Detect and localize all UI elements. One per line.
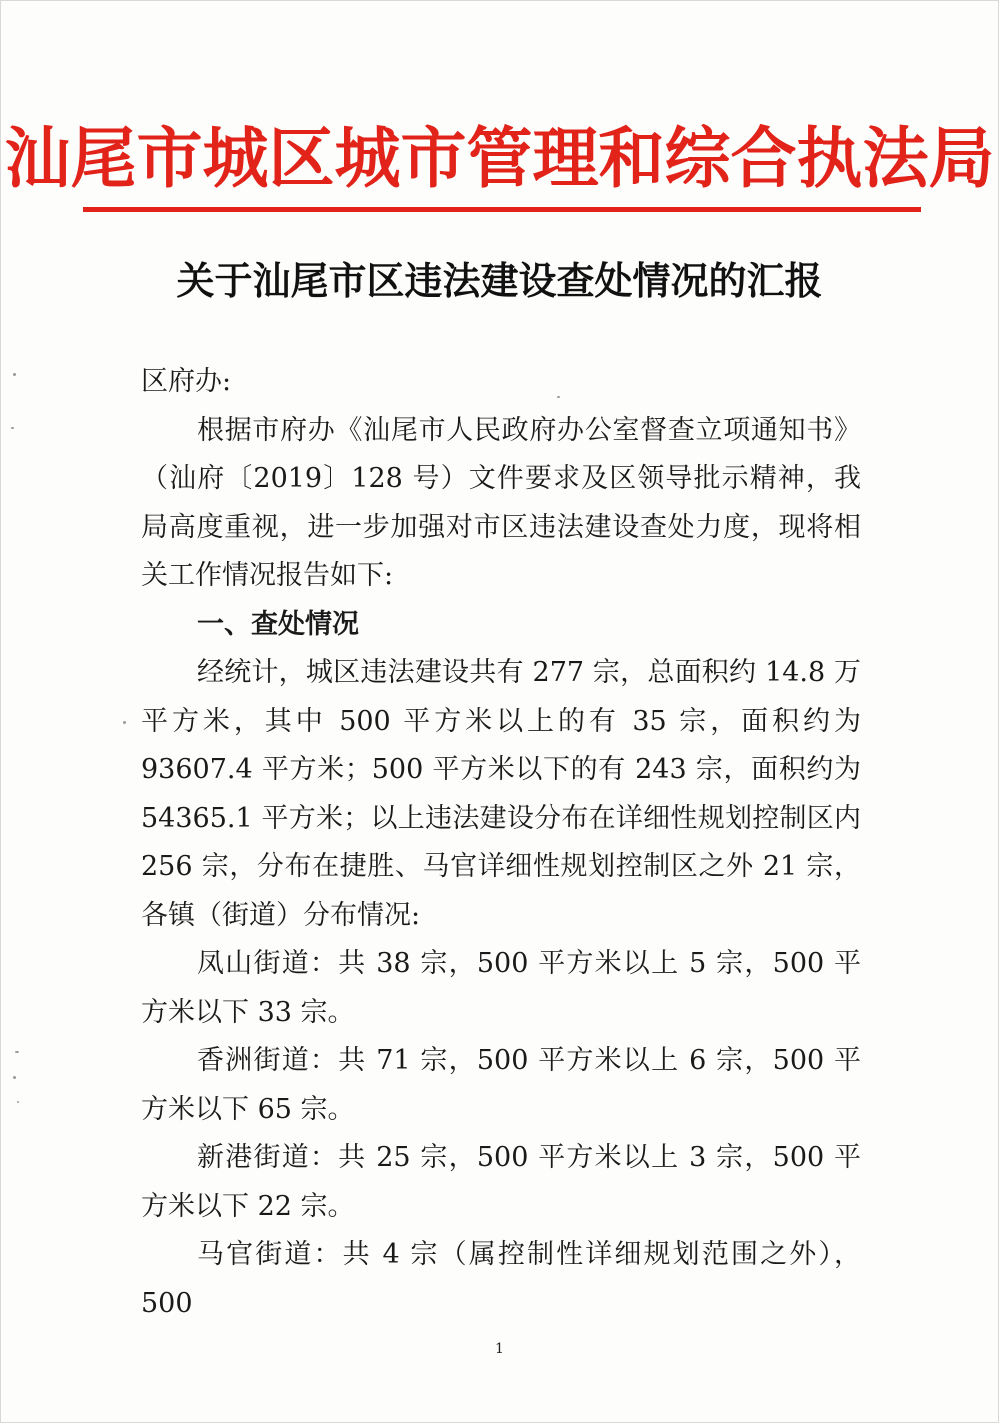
paragraph-xiangzhou: 香洲街道：共 71 宗，500 平方米以上 6 宗，500 平方米以下 65 宗。 (141, 1045, 861, 1125)
paragraph-intro: 根据市府办《汕尾市人民政府办公室督查立项通知书》（汕府〔2019〕128 号）文件要求及区领导批示精神，我局高度重视，进一步加强对市区违法建设查处力度，现将相关工作情况报告如下: (141, 414, 861, 591)
organization-header: 汕尾市城区城市管理和综合执法局 (4, 119, 995, 197)
paragraph-fengshan: 凤山街道：共 38 宗，500 平方米以上 5 宗，500 平方米以下 33 宗。 (141, 948, 861, 1028)
scan-speck (13, 373, 16, 376)
scan-speck (13, 1076, 16, 1079)
document-title: 关于汕尾市区违法建设查处情况的汇报 (176, 258, 823, 303)
scan-speck (11, 427, 14, 429)
scan-speck (123, 721, 126, 724)
scan-speck (15, 1051, 19, 1053)
scan-speck (557, 396, 560, 398)
paragraph-xingang: 新港街道：共 25 宗，500 平方米以上 3 宗，500 平方米以下 22 宗。 (141, 1142, 861, 1222)
header-red-rule (83, 207, 921, 212)
recipient-line: 区府办: (141, 366, 232, 397)
scan-speck (17, 1101, 19, 1103)
page-number: 1 (495, 1341, 504, 1357)
paragraph-statistics: 经统计，城区违法建设共有 277 宗，总面积约 14.8 万平方米，其中 500 平方米以上的有 35 宗，面积约为 93607.4 平方米；500 平方米以下的有 243 宗，面积约为 54365.1 平方米；以上违法建设分布在详细性规划控制区内 256 宗，分布在捷胜、马官详细性规划控制区之外 21 宗，各镇（街道）分布情况: (141, 657, 861, 931)
paragraph-maguan: 马官街道：共 4 宗（属控制性详细规划范围之外），500 (141, 1239, 861, 1319)
document-body (141, 358, 861, 1328)
section-heading: 一、查处情况 (197, 608, 359, 640)
